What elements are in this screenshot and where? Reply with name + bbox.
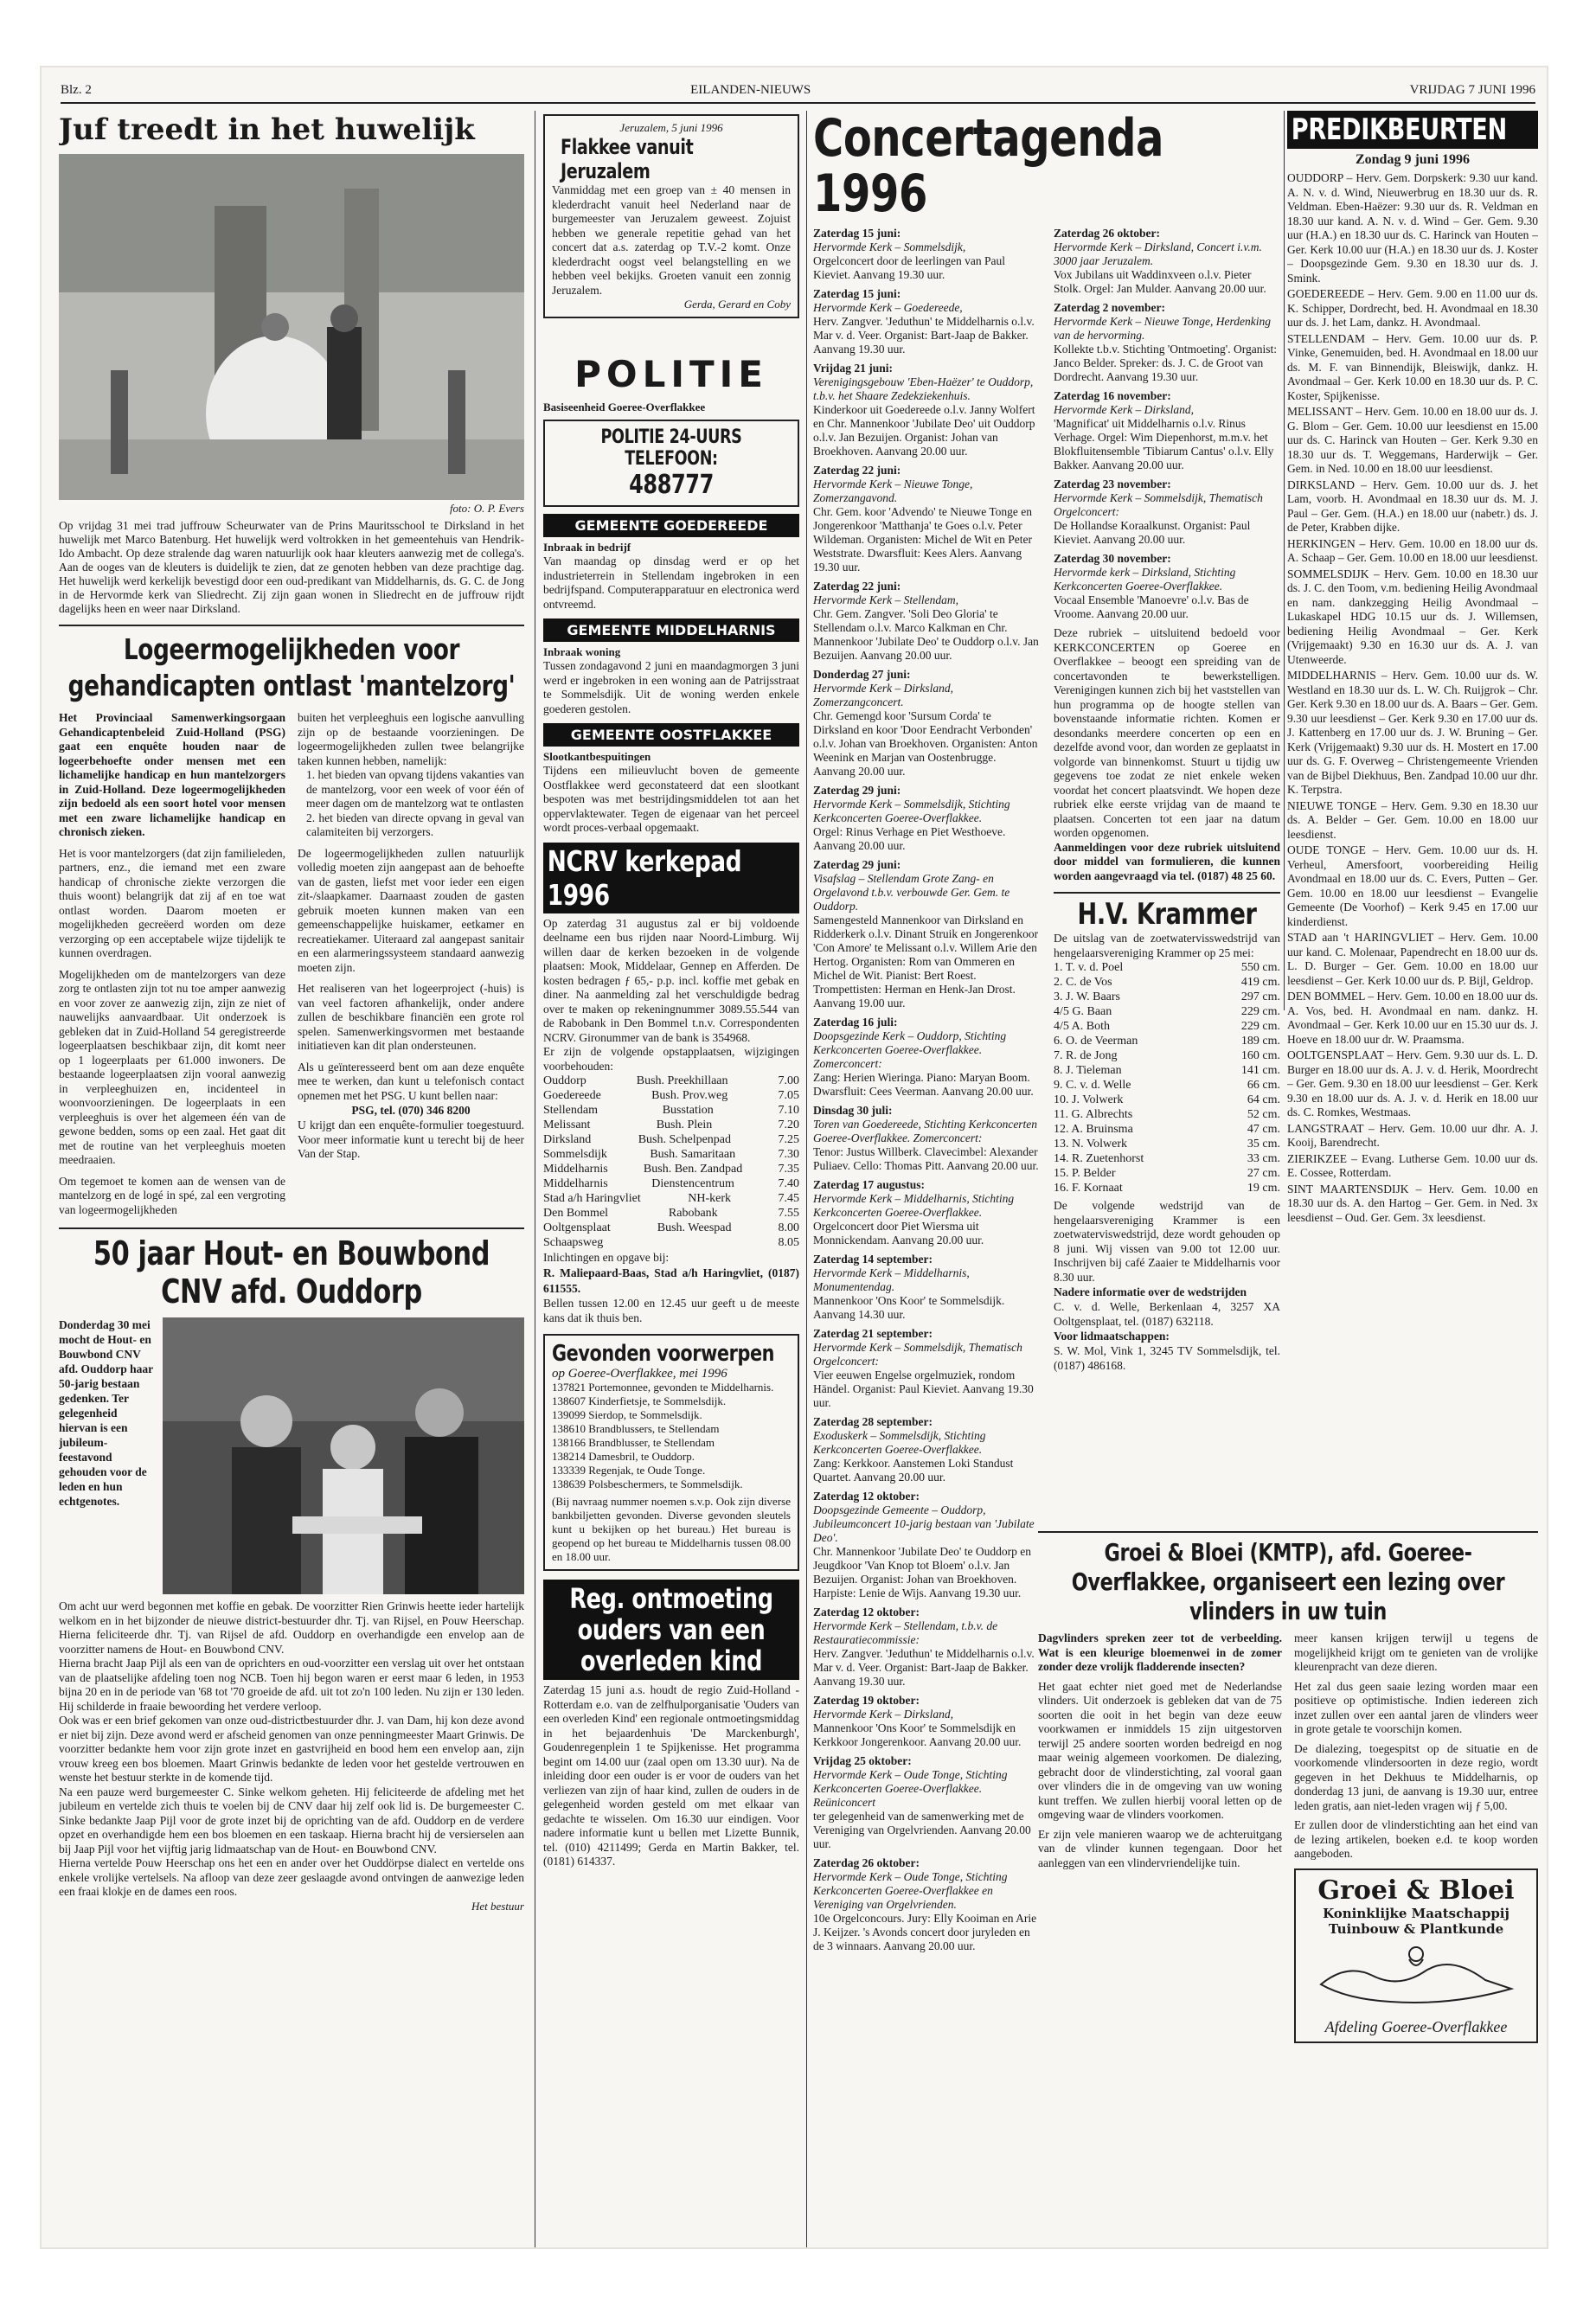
bouwbond-signature: Het bestuur: [471, 1899, 524, 1913]
result-name: 10. J. Volwerk: [1054, 1093, 1124, 1106]
agenda-item: [813, 287, 1040, 356]
result-row: [1054, 1019, 1280, 1034]
logeer-paragraph: Het is voor mantelzorgers (dat zijn familieleden, partners, enz., die iemand met een zware handicap of chronische ziekte verzorgen die thuis woont) belangrijk dat zij af en toe wat ontlast worden. Daarom moeten er mogelijkheden gecreëerd worden om deze verzorging op een acceptabele wijze tijdelijk te kunnen overdragen.: [59, 846, 285, 959]
agenda-date: Zaterdag 30 november:: [1054, 552, 1171, 565]
krammer-next: De volgende wedstrijd van de hengelaarsvereniging Krammer is een zoetwaterviswedstrijd, deze wordt gehouden op 8 juni. Wij vissen van 9.00 tot 12.00 uur. Inschrijven bij café Zaaier te Middelharnis voor 8.30 uur.: [1054, 1199, 1280, 1284]
agenda-date: Zaterdag 28 september:: [813, 1415, 933, 1428]
agenda-venue: Doopsgezinde Kerk – Ouddorp, Stichting Kerkconcerten Goeree-Overflakkee. Zomerconcert:: [813, 1029, 1007, 1070]
agenda-venue: Hervormde Kerk – Stellendam,: [813, 593, 958, 606]
agenda-venue: Toren van Goedereede, Stichting Kerkconcerten Goeree-Overflakkee. Zomerconcert:: [813, 1118, 1038, 1144]
kerkepad-stops: [543, 1074, 799, 1250]
agenda-item: [813, 1694, 1040, 1749]
result-length: 47 cm.: [1247, 1123, 1280, 1136]
gevonden-subtitle: op Goeree-Overflakkee, mei 1996: [552, 1367, 727, 1381]
column-1: [59, 111, 524, 2247]
vlinders-paragraph: Er zijn vele manieren waarop we de achteruitgang van de vlinder kunnen tegengaan. Door het aanleggen van een vlindervriendelijke tuin.: [1038, 1827, 1282, 1869]
result-name: 1. T. v. d. Poel: [1054, 961, 1124, 974]
result-length: 19 cm.: [1247, 1182, 1280, 1195]
jeruzalem-letter: [543, 114, 799, 318]
predikbeurt-entry: OOLTGENSPLAAT – Herv. Gem. 9.30 uur ds. L. D. Burger en 18.00 uur ds. A. J. v. d. Herik, Moordrecht – Ger. Gem. 9.30 en 18.00 uur leesdienst – Ger. Kerk 9.30 en 18.00 uur ds. A. J. v. d. Herik en 18.00 uur ds. C. Romkes, Westmaas.: [1287, 1048, 1538, 1118]
agenda-item: [1054, 301, 1280, 384]
agenda-details: Herv. Zangver. 'Jeduthun' te Middelharnis o.l.v. Mar v. d. Veer. Organist: Bart-Jaap de Bakker. Aanvang 19.30 uur.: [813, 1647, 1035, 1688]
gevonden-box: [543, 1334, 799, 1571]
agenda-venue: Hervormde Kerk – Dirksland, Zomerzangconcert.: [813, 682, 953, 708]
result-row: [1054, 1093, 1280, 1107]
stop-row: Ooltgensplaat Bush. Weespad 8.00: [543, 1221, 799, 1234]
kerkepad-contact: R. Maliepaard-Baas, Stad a/h Haringvliet, (0187) 611555.: [543, 1266, 799, 1295]
agenda-details: Tenor: Justus Willberk. Clavecimbel: Alexander Puliaev. Cello: Thomas Pitt. Aanvang 20.00 uur.: [813, 1145, 1039, 1172]
agenda-details: ter gelegenheid van de samenwerking met de Vereniging van Orgelvrienden. Aanvang 20.00 uur.: [813, 1810, 1031, 1850]
agenda-date: Zaterdag 29 juni:: [813, 858, 901, 871]
politie-section: [543, 353, 799, 836]
agenda-item: [813, 1754, 1040, 1851]
agenda-venue: Hervormde kerk – Dirksland, Stichting Kerkconcerten Goeree-Overflakkee.: [1054, 566, 1236, 593]
agenda-apply: Aanmeldingen voor deze rubriek uitsluitend door middel van formulieren, die kunnen worden aangevraagd via tel. (0187) 48 25 60.: [1054, 840, 1280, 882]
agenda-date: Zaterdag 17 augustus:: [813, 1178, 926, 1191]
vlinders-paragraph: meer kansen krijgen terwijl u tegens de mogelijkheid krijgt om te genieten van de vrolijke kleurenpracht van deze dieren.: [1294, 1631, 1538, 1673]
agenda-details: Zang: Herien Wieringa. Piano: Maryan Boom. Dwarsfluit: Cees Veerman. Aanvang 20.00 uur.: [813, 1071, 1034, 1098]
logeer-paragraph: Als u geïnteresseerd bent om aan deze enquête mee te werken, dan kunt u telefonisch contact opnemen met het PSG. U kunt bellen naar:: [298, 1060, 524, 1102]
agenda-item: [813, 858, 1040, 1010]
agenda-venue: Hervormde Kerk – Sommelsdijk, Thematisch Orgelconcert:: [1054, 491, 1263, 518]
result-length: 35 cm.: [1247, 1138, 1280, 1150]
bouwbond-headline: 50 jaar Hout- en Bouwbond CNV afd. Ouddorp: [93, 1234, 490, 1311]
agenda-item: [1054, 552, 1280, 621]
agenda-details: De Hollandse Koraalkunst. Organist: Paul Kieviet. Aanvang 20.00 uur.: [1054, 519, 1251, 546]
stop-row: Stad a/h Haringvliet NH-kerk 7.45: [543, 1192, 799, 1205]
result-row: [1054, 960, 1280, 975]
predikbeurt-entry: STELLENDAM – Herv. Gem. 10.00 uur ds. P. Vinke, Genemuiden, bed. H. Avondmaal en 18.00 uur ds. M. F. van Binnendijk, Bleiswijk, dankz. H. Avondmaal – Ger. Kerk 10.00 en 18.30 uur ds. P. C. Koster, Spijkenisse.: [1287, 331, 1538, 402]
page-number: Blz. 2: [61, 83, 92, 97]
agenda-details: Vox Jubilans uit Waddinxveen o.l.v. Pieter Stolk. Orgel: Jan Mulder. Aanvang 20.00 uur.: [1054, 268, 1266, 295]
agenda-item: [813, 784, 1040, 853]
politie-item-text: Tussen zondagavond 2 juni en maandagmorgen 3 juni werd er ingebroken in een woning aan de Patrijsstraat te Sommelsdijk. Uit de woning werden enkele goederen gestolen.: [543, 659, 799, 715]
gevonden-text: (Bij navraag nummer noemen s.v.p. Ook zijn diverse bankbiljetten gevonden. Diverse gevonden sleutels kunt u bekijken op het bureau.) Het bureau is geopend op het bureau te Middelharnis tussen 08.00 en 18.00 uur.: [552, 1495, 791, 1563]
predikbeurt-entry: DIRKSLAND – Herv. Gem. 10.00 uur ds. J. het Lam, voorb. H. Avondmaal en 18.30 uur ds. M. J. Paul – Ger. Gem. (H.A.) en 18.00 uur (nabetr.) ds. J. de Peter, Krabben dijke.: [1287, 478, 1538, 534]
vlinders-col-a: [1038, 1631, 1282, 2043]
result-row: [1054, 1122, 1280, 1137]
bar-goedereede: GEMEENTE GOEDEREEDE: [543, 514, 799, 537]
column-4: [1287, 111, 1538, 1521]
letter-dateline: Jeruzalem, 5 juni 1996: [619, 121, 723, 134]
bouwbond-photo: [163, 1317, 524, 1594]
result-length: 27 cm.: [1247, 1167, 1280, 1180]
reg-headline: Reg. ontmoeting ouders van een overleden kind: [543, 1580, 799, 1680]
kerkepad-headline: NCRV kerkepad 1996: [543, 843, 799, 913]
agenda-item: [813, 362, 1040, 458]
agenda-venue: Hervormde Kerk – Nieuwe Tonge, Zomerzangavond.: [813, 478, 973, 504]
letter-headline: Flakkee vanuit Jeruzalem: [561, 135, 694, 183]
result-row: [1054, 1048, 1280, 1063]
agenda-date: Zaterdag 19 oktober:: [813, 1694, 920, 1707]
result-name: 6. O. de Veerman: [1054, 1035, 1138, 1048]
logeer-col-a: [59, 711, 285, 1217]
predikbeurt-entry: MIDDELHARNIS – Herv. Gem. 10.00 uur ds. W. Westland en 18.30 uur ds. L. W. Ch. Ruijgrok – Chr. Ger. Kerk 9.30 en 18.00 uur ds. A. Baars – Ger. Gem. 9.30 uur leesdienst – Ger. Kerk 9.30 en 17.00 uur ds. J. Kattenberg en 17.00 uur ds. J. W. Bruning – Ger. Kerk (Vrijgemaakt) 9.30 uur ds. H. Mostert en 17.00 uur ds. G. F. Overweg – Christengemeente Vrienden van de Bijbel Diekhuus, Ben. Zandpad 10.00 uur dhr. K. Terpstra.: [1287, 669, 1538, 796]
gevonden-item: 138639 Polsbeschermers, te Sommelsdijk.: [552, 1477, 743, 1490]
agenda-item: [813, 1178, 1040, 1247]
agenda-date: Zaterdag 16 november:: [1054, 389, 1171, 402]
stop-row: Ouddorp Bush. Preekhillaan 7.00: [543, 1074, 799, 1087]
vlinders-headline: Groei & Bloei (KMTP), afd. Goeree-Overflakkee, organiseert een lezing over vlinders in uw tuin: [1071, 1538, 1505, 1625]
logeer-paragraph: Om tegemoet te komen aan de wensen van de mantelzorg en de logé in spé, zal een vergroting van logeermogelijkheden: [59, 1174, 285, 1216]
issue-date: VRIJDAG 7 JUNI 1996: [1409, 83, 1535, 97]
predikbeurt-entry: SINT MAARTENSDIJK – Herv. Gem. 10.00 en 18.30 uur ds. A. den Hartog – Ger. Gem. in Ned. 3x leesdienst – Oud. Ger. Gem. 3x leesdienst.: [1287, 1182, 1538, 1224]
agenda-details: Herv. Zangver. 'Jeduthun' te Middelharnis o.l.v. Mar v. d. Veer. Organist: Bart-Jaap de Bakker. Aanvang 19.30 uur.: [813, 315, 1035, 356]
predikbeurten-list: [1287, 171, 1538, 1225]
agenda-date: Zaterdag 15 juni:: [813, 227, 901, 240]
result-length: 229 cm.: [1240, 1005, 1280, 1018]
predikbeurt-entry: STAD aan 't HARINGVLIET – Herv. Gem. 10.00 uur kand. C. Molenaar, Papendrecht en 18.00 uur ds. L. D. Burger – Ger. Gem. 10.00 en 18.00 uur leesdienst – Ger. Kerk 10.00 uur ds. P. Bijl, Geldrop.: [1287, 931, 1538, 987]
kerkepad-text: Op zaterdag 31 augustus zal er bij voldoende deelname een bus rijden naar Noord-Limburg. Wij willen daar de kerken bezoeken in de volgende plaatsen: Mook, Middelaar, Gennep en Afferden. De kosten bedragen ƒ 65,- p.p. incl. koffie met gebak en diner. Na aanmelding zal het verschuldigde bedrag over te maken op rekeningnummer 3089.55.544 van de Rabobank in Den Bommel t.n.v. Correspondenten NCRV. Gironummer van de bank is 354968.: [543, 916, 799, 1044]
agenda-venue: Hervormde Kerk – Stellendam, t.b.v. de Restauratiecommissie:: [813, 1619, 998, 1646]
logeer-list-item: 2. het bieden van directe opvang in geval van calamiteiten bij verzorgers.: [306, 811, 524, 838]
result-row: [1054, 990, 1280, 1004]
agenda-item: [813, 1327, 1040, 1410]
agenda-details: 10e Orgelconcours. Jury: Elly Kooiman en Arie J. Keijzer. 's Avonds concert door juryleden en de 3 winnaars. Aanvang 20.00 uur.: [813, 1912, 1037, 1952]
vlinders-paragraph: Het gaat echter niet goed met de Nederlandse vlinders. Uit onderzoek is gebleken dat van de 75 soorten die ooit in het begin van deze eeuw voorkwamen er inmiddels 15 zijn uitgestorven terwijl 25 andere soorten worden bedreigd en nog maar weinig algemeen voorkomen. De dialezing, gebracht door de vlinderstichting, zal vooral gaan over vlinders die in de omgeving van uw woning kunt treffen. We zullen hierbij vooral letten op de omgeving waar de vlinders voorkomen.: [1038, 1679, 1282, 1821]
agenda-date: Zaterdag 26 oktober:: [1054, 227, 1160, 240]
bouwbond-lead-col: [59, 1317, 154, 1594]
agenda-venue: Hervormde Kerk – Middelharnis, Stichting Kerkconcerten Goeree-Overflakkee.: [813, 1192, 1015, 1219]
agenda-details: Chr. Mannenkoor 'Jubilate Deo' te Ouddorp en Jeugdkoor 'Van Knop tot Bloem' o.l.v. Jan Bezuijen. Organist: Johan van Broekhoven. Harpiste: Lenie de Wijs. Aanvang 19.30 uur.: [813, 1545, 1031, 1599]
stop-row: Goedereede Bush. Prov.weg 7.05: [543, 1089, 799, 1102]
bouwbond-article: [59, 1227, 524, 1913]
groei-bloei-logo: [1294, 1868, 1538, 2043]
agenda-venue: Hervormde Kerk – Goedereede,: [813, 301, 963, 314]
agenda-details: Vocaal Ensemble 'Manoevre' o.l.v. Bas de Vroome. Aanvang 20.00 uur.: [1054, 593, 1249, 620]
stop-row: Stellendam Busstation 7.10: [543, 1104, 799, 1117]
politie-item-text: Van maandag op dinsdag werd er op het industrieterrein in Stellendam ingebroken in een bedrijfspand. Computerapparatuur en electronica werd ontvreemd.: [543, 554, 799, 611]
agenda-date: Zaterdag 23 november:: [1054, 478, 1171, 490]
agenda-date: Zaterdag 12 oktober:: [813, 1606, 920, 1618]
flower-map-icon: [1312, 1937, 1520, 2015]
agenda-item: [813, 227, 1040, 282]
agenda-details: Kollekte t.b.v. Stichting 'Ontmoeting'. Organist: Janco Belder. Spreker: ds. J. C. de Groot van Dordrecht. Aanvang 19.30 uur.: [1054, 343, 1277, 383]
column-2: [543, 111, 799, 2247]
agenda-item: [813, 1415, 1040, 1484]
agenda-item: [1054, 478, 1280, 547]
agenda-item: [813, 464, 1040, 574]
kerkepad-stops-intro: Er zijn de volgende opstapplaatsen, wijzigingen voorbehouden:: [543, 1045, 799, 1073]
result-length: 229 cm.: [1240, 1020, 1280, 1033]
agenda-note: Deze rubriek – uitsluitend bedoeld voor KERKCONCERTEN op Goeree en Overflakkee – beoogt een spreiding van de concertavonden te bewerkstelligen. Verenigingen kunnen zich bij het vaststellen van hun programma op de hoogte stellen van bovenstaande informatie richten. Komen er desondanks meerdere concerten op een en dezelfde avond voor, dan worden ze geplaatst in volgorde van binnenkomst. Stuurt u tijdig uw gegevens toe zodat ze niet enkele weken voordat het concert plaatsvindt. We hopen deze rubriek elke eerste vrijdag van de maand te plaatsen. Concerten tot een jaar na datum worden opgenomen.: [1054, 626, 1280, 839]
vlinders-paragraph: Het zal dus geen saaie lezing worden maar een positieve op optimistische. Indien iedereen zich inzet zullen over een aantal jaren de vlinders weer in grote getale te voorschijn komen.: [1294, 1679, 1538, 1735]
predikbeurt-entry: SOMMELSDIJK – Herv. Gem. 10.00 en 18.30 uur ds. J. C. den Toom, v.m. bediening Heilig Avondmaal en nam. dankzegging Heilig Avondmaal – Lukaskapel HDG 10.15 uur ds. J. Willemsen, bediening Heilig Avondmaal – Ger. Kerk (Vrijgemaakt) 9.30 en 16.30 uur ds. A. J. van Utenweerde.: [1287, 567, 1538, 666]
result-name: 16. F. Kornaat: [1054, 1182, 1123, 1195]
bouwbond-photo-illustration: [163, 1317, 524, 1594]
predikbeurt-entry: LANGSTRAAT – Herv. Gem. 10.00 uur dhr. A. J. Kooij, Barendrecht.: [1287, 1121, 1538, 1149]
stop-row: Middelharnis Bush. Ben. Zandpad 7.35: [543, 1163, 799, 1176]
agenda-item: [813, 1856, 1040, 1953]
logeer-headline: Logeermogelijkheden voor gehandicapten ontlast 'mantelzorg': [67, 632, 516, 702]
agenda-details: Chr. Gem. koor 'Advendo' te Nieuwe Tonge en Jongerenkoor 'Matthanja' te Goes o.l.v. Peter Wildeman. Organisten: Michel de Wit en Peter Weststrate. Dwarsfluit: Kees Alers. Aanvang 19.30 uur.: [813, 505, 1032, 574]
stop-row: Schaapsweg 8.05: [543, 1236, 799, 1249]
logeer-col-b: [298, 711, 524, 1217]
agenda-venue: Doopsgezinde Gemeente – Ouddorp, Jubileumconcert 10-jarig bestaan van 'Jubilate Deo'.: [813, 1503, 1035, 1544]
agenda-date: Dinsdag 30 juli:: [813, 1104, 893, 1117]
predikbeurt-entry: OUDDORP – Herv. Gem. Dorpskerk: 9.30 uur kand. A. N. v. d. Wind, Nieuwerbrug en 18.30 uur ds. R. Veldman. Eben-Haëzer: 9.30 uur ds. R. Veldman en 18.30 uur kand. A. N. v. d. Wind – Ger. Gem. 9.30 uur (H.A.) en 18.30 uur ds. C. Harinck van Houten – Ger. Kerk 10.00 uur (H.A.) en 18.30 uur ds. J. Koster – Doopsgezinde Gem. 9.30 en 18.30 uur ds. J. Smink.: [1287, 171, 1538, 285]
result-name: 4/5 G. Baan: [1054, 1005, 1112, 1018]
gevonden-item: 138214 Damesbril, te Ouddorp.: [552, 1450, 695, 1463]
agenda-date: Donderdag 27 juni:: [813, 668, 911, 681]
result-length: 550 cm.: [1240, 961, 1280, 974]
politie-logo: POLITIE: [574, 353, 768, 395]
agenda-details: Zang: Kerkkoor. Aanstemen Loki Standust Quartet. Aanvang 20.00 uur.: [813, 1457, 1014, 1484]
agenda-details: Mannenkoor 'Ons Koor' te Sommelsdijk. Aanvang 14.30 uur.: [813, 1294, 1005, 1321]
agenda-details: Chr. Gem. Zangver. 'Soli Deo Gloria' te Stellendam o.l.v. Marco Kalkman en Chr. Mannenkoor 'Jubilate Deo' te Ouddorp o.l.v. Jan Bezuijen. Aanvang 20.00 uur.: [813, 607, 1039, 662]
bouwbond-paragraph: Ook was er een brief gekomen van onze oud-districtbestuurder dhr. J. van Dam, hij kon deze avond er niet bij zijn. Deze avond werd er afscheid genomen van onze penningmeester Maart Grinwis. De voorzitter bedankte hem voor zijn grote inzet en gastvrijheid en bood hem een envelop aan, zijn vrouw kreeg een bos bloemen. Maart Grinwis bedankte de leden voor het gestelde vertrouwen en wenste het bestuur sterkte in de komende tijd.: [59, 1714, 524, 1784]
result-length: 33 cm.: [1247, 1152, 1280, 1165]
result-name: 2. C. de Vos: [1054, 976, 1112, 989]
agenda-venue: Hervormde Kerk – Middelharnis, Monumentendag.: [813, 1266, 970, 1293]
krammer-results: [1054, 960, 1280, 1195]
result-name: 11. G. Albrechts: [1054, 1108, 1133, 1121]
krammer-intro: De uitslag van de zoetwatervisswedstrijd van hengelaarsvereniging Krammer op 25 mei:: [1054, 932, 1280, 959]
result-name: 7. R. de Jong: [1054, 1049, 1118, 1062]
agenda-headline: Concertagenda 1996: [813, 111, 1164, 224]
bar-middelharnis: GEMEENTE MIDDELHARNIS: [543, 619, 799, 642]
kerkepad-info: Inlichtingen en opgave bij:: [543, 1251, 670, 1264]
agenda-venue: Visafslag – Stellendam Grote Zang- en Orgelavond t.b.v. verbouwde Ger. Gem. te Ouddorp.: [813, 872, 1010, 913]
vlinders-col-b: [1294, 1631, 1538, 2043]
agenda-venue: Exoduskerk – Sommelsdijk, Stichting Kerkconcerten Goeree-Overflakkee.: [813, 1429, 986, 1456]
krammer-info-heading: Nadere informatie over de wedstrijden: [1054, 1285, 1247, 1298]
agenda-item: [813, 1606, 1040, 1689]
agenda-details: Samengesteld Mannenkoor van Dirksland en Ridderkerk o.l.v. Dinant Struik en Jongerenkoor 'Con Amore' te Melissant o.l.v. Willem Arie den Hertog. Organisten: Rom van Ommeren en Michel de Wit. Pianist: Bert Roest. Trompettisten: Herman en Henk-Jan Drost. Aanvang 19.00 uur.: [813, 913, 1039, 1009]
result-name: 14. R. Zuetenhorst: [1054, 1152, 1144, 1165]
wedding-photo-credit: foto: O. P. Evers: [449, 502, 524, 515]
logeer-paragraph: Het realiseren van het logeerproject (-huis) is van veel factoren afhankelijk, onder andere zullen de beschikbare financiën een grote rol spelen. Samenwerkingsvormen met bestaande initiatieven kan dit plan ondersteunen.: [298, 982, 524, 1052]
result-row: [1054, 1151, 1280, 1166]
result-length: 297 cm.: [1240, 990, 1280, 1003]
bouwbond-paragraph: Hierna vertelde Pouw Heerschap ons het een en ander over het Ouddörpse dialect en vertelde ons enkele vrolijke vertelsels. Na afloop van deze zeer geslaagde avond ontvingen de aanwezige leden een fraai klokje en de dames een roos.: [59, 1856, 524, 1898]
predikbeurt-entry: GOEDEREEDE – Herv. Gem. 9.00 en 11.00 uur ds. K. Schipper, Dordrecht, bed. H. Avondmaal en 18.30 uur ds. J. het Lam, dankz. H. Avondmaal.: [1287, 287, 1538, 329]
bouwbond-paragraph: Om acht uur werd begonnen met koffie en gebak. De voorzitter Rien Grinwis heette ieder hartelijk welkom en in het bijzonder de nieuwe district-bestuurder dhr. Tj. van Rijsel, en Pouw Heerschap. Hierna feliciteerde dhr. Tj. van Rijsel de afd. Ouddorp en overhandigde een envelop aan de voorzitter namens de Hout- en Bouwbond CNV.: [59, 1599, 524, 1656]
agenda-venue: Hervormde Kerk – Sommelsdijk, Thematisch Orgelconcert:: [813, 1341, 1022, 1368]
politie-subtitle: Basiseenheid Goeree-Overflakkee: [543, 401, 706, 413]
result-row: [1054, 1166, 1280, 1181]
gevonden-item: 138610 Brandblussers, te Stellendam: [552, 1422, 720, 1435]
predikbeurt-entry: MELISSANT – Herv. Gem. 10.00 en 18.00 uur ds. J. G. Blom – Ger. Gem. 10.00 uur leesdienst en 15.00 uur ds. C. Harinck van Houten – Ger. Kerk 9.30 en 18.30 uur ds. T. Weggemans, Harderwijk – Ger. Gem. in Ned. 10.00 en 18.00 uur leesdienst.: [1287, 405, 1538, 475]
agenda-date: Zaterdag 16 juli:: [813, 1016, 898, 1029]
wedding-photo-illustration: [59, 154, 524, 500]
result-length: 141 cm.: [1240, 1064, 1280, 1077]
agenda-item: [813, 668, 1040, 779]
agenda-item: [813, 1253, 1040, 1322]
result-row: [1054, 1078, 1280, 1093]
agenda-date: Zaterdag 12 oktober:: [813, 1490, 920, 1503]
gevonden-item: 137821 Portemonnee, gevonden te Middelharnis.: [552, 1381, 774, 1394]
agenda-date: Zaterdag 21 september:: [813, 1327, 933, 1340]
predikbeurt-entry: ZIERIKZEE – Evang. Lutherse Gem. 10.00 uur ds. E. Cossee, Rotterdam.: [1287, 1151, 1538, 1179]
agenda-venue: Hervormde Kerk – Sommelsdijk, Stichting Kerkconcerten Goeree-Overflakkee.: [813, 798, 1010, 824]
krammer-member-text: S. W. Mol, Vink 1, 3245 TV Sommelsdijk, tel. (0187) 486168.: [1054, 1344, 1280, 1372]
agenda-venue: Hervormde Kerk – Dirksland, Concert i.v.m. 3000 jaar Jeruzalem.: [1054, 240, 1262, 267]
agenda-venue: Verenigingsgebouw 'Eben-Haëzer' te Ouddorp, t.b.v. het Shaare Zedekziekenhuis.: [813, 375, 1034, 402]
vlinders-article: [1038, 1531, 1538, 2214]
logeer-article: [59, 625, 524, 1217]
agenda-date: Zaterdag 22 juni:: [813, 580, 901, 593]
logo-title: Groei & Bloei: [1317, 1875, 1515, 1906]
agenda-venue: Hervormde Kerk – Dirksland,: [1054, 403, 1194, 416]
bar-oostflakkee: GEMEENTE OOSTFLAKKEE: [543, 723, 799, 747]
agenda-date: Vrijdag 21 juni:: [813, 362, 894, 375]
agenda-details: 'Magnificat' uit Middelharnis o.l.v. Rinus Verhage. Orgel: Wim Diepenhorst, m.m.v. het Blokfluitensemble 'Tibiarum Cantus' o.l.v. Elly Bakker. Aanvang 20.00 uur.: [1054, 417, 1274, 471]
bouwbond-lead: Donderdag 30 mei mocht de Hout- en Bouwbond CNV afd. Ouddorp haar 50-jarig bestaan gedenken. Ter gelegenheid hiervan is een jubileum-feestavond gehouden voor de leden en hun echtgenotes.: [59, 1318, 153, 1508]
result-name: 12. A. Bruinsma: [1054, 1123, 1133, 1136]
result-name: 4/5 A. Both: [1054, 1020, 1110, 1033]
agenda-details: Orgelconcert door de leerlingen van Paul Kieviet. Aanvang 19.30 uur.: [813, 254, 1006, 281]
krammer-article: [1054, 892, 1280, 1373]
logo-afdeling: Afdeling Goeree-Overflakkee: [1324, 2017, 1508, 2035]
politie-item-heading: Inbraak in bedrijf: [543, 541, 631, 554]
agenda-venue: Hervormde Kerk – Oude Tonge, Stichting Kerkconcerten Goeree-Overflakkee. Reüniconcert: [813, 1768, 1008, 1809]
politie-phone-box: [543, 420, 799, 507]
krammer-info-text: C. v. d. Welle, Berkenlaan 4, 3257 XA Ooltgensplaat, tel. (0187) 632118.: [1054, 1300, 1280, 1328]
politie-phone-label: POLITIE 24-UURS TELEFOON:: [600, 426, 742, 470]
wedding-caption: Op vrijdag 31 mei trad juffrouw Scheurwater van de Prins Mauritsschool te Dirksland in het huwelijk met Marco Batenburg. Het huwelijk werd voltrokken in het gemeentehuis van Hendrik-Ido Ambacht. Op deze stralende dag waren natuurlijk ook haar kleuters aanwezig met de collega's. Aan de ooges van de kleuters is duidelijk te zien, dat ze genoten hebben van deze prachtige dag. Het huwelijk werd kerkelijk bevestigd door een oud-predikant van Middelharnis, ds. G. C. de Jong in de Hervormde kerk van Sliedrecht. Zij zijn gaan wonen in Sliedrecht en de juffrouw rijdt dagelijks heen en weer naar Dirksland.: [59, 519, 524, 615]
gevonden-item: 138607 Kinderfietsje, te Sommelsdijk.: [552, 1394, 727, 1407]
predikbeurt-entry: HERKINGEN – Herv. Gem. 10.00 en 18.00 uur ds. A. Schaap – Ger. Gem. 10.00 en 18.00 uur leesdienst.: [1287, 536, 1538, 564]
agenda-date: Zaterdag 29 juni:: [813, 784, 901, 797]
politie-item-text: Tijdens een milieuvlucht boven de gemeente Oostflakkee werd geconstateerd dat een slootkant bespoten was met bestrijdingsmiddelen tot aan het oppervlaktewater. Tegen de eigenaar van het perceel wordt proces-verbaal opgemaakt.: [543, 764, 799, 834]
predikbeurt-entry: NIEUWE TONGE – Herv. Gem. 9.30 en 18.30 uur ds. A. Belder – Ger. Gem. 10.00 en 18.00 uur leesdienst.: [1287, 798, 1538, 841]
letter-signature: Gerda, Gerard en Coby: [683, 298, 791, 311]
agenda-item: [813, 1016, 1040, 1099]
bouwbond-paragraph: Na een pauze werd burgemeester C. Sinke welkom geheten. Hij feliciteerde de afdeling met het jubileum en vertelde zich thuis te voelen bij de CNV daar hij zelf ook lid is. De burgemeester C. Sinke bedankte Jaap Pijl voor de grote inzet bij de oprichting van de afd. Ouddorp en de verdere opzet en overhandigde hem een bos bloemen en een taskaap. Hierna bracht hij de versierselen aan bij Jaap Pijl voor het vijftig jarig lidmaatschap van de Hout- en Bouwbond CNV.: [59, 1785, 524, 1856]
result-name: 9. C. v. d. Welle: [1054, 1079, 1131, 1092]
logeer-paragraph: U krijgt dan een enquête-formulier toegestuurd. Voor meer informatie kunt u terecht bij de heer Van der Stap.: [298, 1118, 524, 1160]
agenda-venue: Hervormde Kerk – Dirksland,: [813, 1708, 953, 1721]
agenda-left-col: [813, 227, 1040, 1958]
stop-row: Sommelsdijk Bush. Samaritaan 7.30: [543, 1148, 799, 1161]
predikbeurten-headline: PREDIKBEURTEN: [1287, 111, 1538, 149]
predikbeurten-date: Zondag 9 juni 1996: [1355, 152, 1471, 167]
result-length: 160 cm.: [1240, 1049, 1280, 1062]
agenda-date: Zaterdag 2 november:: [1054, 301, 1165, 314]
stop-row: Middelharnis Dienstencentrum 7.40: [543, 1177, 799, 1190]
agenda-date: Zaterdag 15 juni:: [813, 287, 901, 300]
agenda-details: Orgel: Rinus Verhage en Piet Westhoeve. Aanvang 20.00 uur.: [813, 825, 1006, 852]
reg-article: [543, 1580, 799, 1869]
logeer-paragraph: Mogelijkheden om de mantelzorgers van deze zorg te ontlasten zijn tot nu toe amper aanwezig en voor zover ze aanwezig zijn, zijn ze niet of nauwelijks aanvaardbaar. Uit onderzoek is gebleken dat in Zuid-Holland 54 geregistreerde logeerplaatsen beschikbaar zijn, dit komt neer op 1 logeerplaats per 61.000 inwoners. De bestaande logeerplaatsen zijn vooral aanwezig in verpleeghuizen en, incidenteel in woonvoorzieningen. De logeerplaats in een verpleeghuis is over het algemeen één van de gewone bedden, soms op een zaal. Het gaat dit met de routine van het verpleeghuis moeten meedraaien.: [59, 967, 285, 1166]
result-length: 52 cm.: [1247, 1108, 1280, 1121]
politie-item-heading: Slootkantbespuitingen: [543, 750, 651, 763]
agenda-item: [813, 1490, 1040, 1600]
result-length: 66 cm.: [1247, 1079, 1280, 1092]
result-length: 64 cm.: [1247, 1093, 1280, 1106]
kerkepad-tail: Bellen tussen 12.00 en 12.45 uur geeft u de meeste kans dat ik thuis ben.: [543, 1297, 799, 1324]
stop-row: Melissant Bush. Plein 7.20: [543, 1118, 799, 1131]
paper-name: EILANDEN-NIEUWS: [690, 83, 811, 97]
result-row: [1054, 975, 1280, 990]
gevonden-item: 139099 Sierdop, te Sommelsdijk.: [552, 1408, 702, 1421]
krammer-headline: H.V. Krammer: [1077, 897, 1257, 932]
logeer-paragraph: De logeermogelijkheden zullen natuurlijk volledig moeten zijn aangepast aan de behoefte van de gasten, liefst met voor ieder een eigen zit-/slaapkamer. Daarnaast zouden de gasten gebruik moeten kunnen maken van een gemeenschappelijke huiskamer, eetkamer en recreatiekamer. Uiteraard zal aangepast sanitair en een alarmeringssysteem standaard aanwezig moeten zijn.: [298, 846, 524, 974]
agenda-details: Orgelconcert door Piet Wiersma uit Monnickendam. Aanvang 20.00 uur.: [813, 1220, 984, 1247]
politie-phone-number: 488777: [629, 470, 714, 500]
column-rule: [1284, 111, 1285, 1010]
agenda-date: Zaterdag 22 juni:: [813, 464, 901, 477]
agenda-details: Kinderkoor uit Goedereede o.l.v. Janny Wolfert en Chr. Mannenkoor 'Jubilate Deo' uit Ouddorp o.l.v. Jan Bezuijen. Organist: Johan van Broekhoven. Aanvang 20.00 uur.: [813, 403, 1035, 458]
agenda-details: Chr. Gemengd koor 'Sursum Corda' te Dirksland en koor 'Door Eendracht Verbonden' o.l.v. Johan van Broekhoven. Organisten: Anton Weenink en Marjan van Oostenbrugge. Aanvang 20.00 uur.: [813, 709, 1038, 778]
result-length: 189 cm.: [1240, 1035, 1280, 1048]
wedding-headline: Juf treedt in het huwelijk: [59, 112, 475, 147]
agenda-venue: Hervormde Kerk – Sommelsdijk,: [813, 240, 966, 253]
reg-text: Zaterdag 15 juni a.s. houdt de regio Zuid-Holland - Rotterdam e.o. van de zelfhulporganisatie 'Ouders van een overleden Kind' een regionale ontmoetingsmiddag in het bejaardenhuis 'De Marckenburgh', Goudenregenplein 1 te Spijkenisse. Het programma begint om 14.00 uur (zaal open om 13.30 uur). Na de inleiding door een ouder is er voor de ouders van het verliezen van zijn of haar kind, zullen de ouders in de gelegenheid worden gesteld om met elkaar van gedachte te wisselen. Om 16.30 uur eindigen. Voor nadere informatie kunt u bellen met Lizette Bunnik, tel. (010) 4211499; Gerda en Martin Bakker, tel. (0181) 614337.: [543, 1683, 799, 1868]
vlinders-paragraph: Er zullen door de vlinderstichting aan het eind van de lezing artikelen, boeken e.d. te koop worden aangeboden.: [1294, 1818, 1538, 1860]
page-header: [61, 83, 1535, 104]
result-row: [1054, 1063, 1280, 1078]
result-name: 13. N. Volwerk: [1054, 1138, 1128, 1150]
agenda-item: [1054, 389, 1280, 472]
agenda-date: Vrijdag 25 oktober:: [813, 1754, 912, 1767]
agenda-item: [813, 580, 1040, 663]
stop-row: Dirksland Bush. Schelpenpad 7.25: [543, 1133, 799, 1146]
kerkepad-article: [543, 843, 799, 1326]
predikbeurt-entry: DEN BOMMEL – Herv. Gem. 10.00 en 18.00 uur ds. A. Vos, bed. H. Avondmaal en nam. dankz. H. Avondmaal – Ger. Kerk 10.00 uur en 15.30 uur ds. J. Hoeve en 18.00 uur dr. W. Praamsma.: [1287, 990, 1538, 1046]
column-rule: [806, 111, 807, 2247]
letter-text: Vanmiddag met een groep van ± 40 mensen in klederdracht vanuit heel Nederland naar de burgemeester van Jeruzalem geweest. Zojuist hebben we generale repetitie gehad van het concert dat a.s. zaterdag op T.V.-2 komt. Onze klederdracht oogst veel belangstelling en we hebben veel bekijks. Groeten vanuit een zonnig Jeruzalem.: [552, 183, 791, 297]
politie-item-heading: Inbraak woning: [543, 645, 621, 658]
gevonden-headline: Gevonden voorwerpen: [552, 1341, 775, 1367]
gevonden-item: 138166 Brandblusser, te Stellendam: [552, 1436, 715, 1449]
agenda-item: [1054, 227, 1280, 296]
agenda-date: Zaterdag 14 september:: [813, 1253, 933, 1266]
result-name: 8. J. Tieleman: [1054, 1064, 1122, 1077]
result-name: 3. J. W. Baars: [1054, 990, 1120, 1003]
result-row: [1054, 1004, 1280, 1019]
result-row: [1054, 1034, 1280, 1048]
psg-phone: PSG, tel. (070) 346 8200: [351, 1104, 471, 1117]
logeer-list-item: 1. het bieden van opvang tijdens vakanties van de mantelzorg, voor een week of voor één of meer dagen om de mantelzorg wat te ontlasten: [306, 768, 524, 810]
krammer-member-heading: Voor lidmaatschappen:: [1054, 1330, 1170, 1343]
logo-subtitle: Koninklijke Maatschappij Tuinbouw & Plantkunde: [1323, 1905, 1509, 1937]
vlinders-paragraph: De dialezing, toegespitst op de situatie en de voorkomende vlindersoorten in deze regio, wordt gegeven in het Dekhuus te Middelharnis, op donderdag 13 juni, de aanvang is 19.30 uur, entree leden gratis, aan niet-leden vragen wij ƒ 5,00.: [1294, 1741, 1538, 1812]
agenda-details: Mannenkoor 'Ons Koor' te Sommelsdijk en Kerkkoor Jongerenkoor. Aanvang 20.00 uur.: [813, 1721, 1022, 1748]
result-name: 15. P. Belder: [1054, 1167, 1116, 1180]
result-length: 419 cm.: [1240, 976, 1280, 989]
agenda-item: [813, 1104, 1040, 1173]
bouwbond-paragraph: Hierna bracht Jaap Pijl als een van de oprichters en oud-voorzitter een verslag uit over het ontstaan van de plaatselijke afdeling toen nog NCB. Toen hij begon waren er eerst maar 6 leden, in 1953 bijna 20 en in de periode van '68 tot '70 groeide de afd. uit tot zo'n 100 leden. Nu zijn er 130 leden. Hij schilderde in fraaie bewoording het verdere verloop.: [59, 1657, 524, 1713]
result-row: [1054, 1137, 1280, 1151]
agenda-details: Vier eeuwen Engelse orgelmuziek, rondom Händel. Organist: Paul Kieviet. Aanvang 19.30 uur.: [813, 1368, 1034, 1409]
agenda-venue: Hervormde Kerk – Nieuwe Tonge, Herdenking van de hervorming.: [1054, 315, 1271, 342]
logeer-paragraph: buiten het verpleeghuis een logische aanvulling zijn op de bestaande voorzieningen. De logeermogelijkheden zullen twee belangrijke taken kunnen hebben, namelijk:: [298, 711, 524, 767]
result-row: [1054, 1181, 1280, 1195]
vlinders-lead: Dagvlinders spreken zeer tot de verbeelding. Wat is een kleurige bloemenwei in de zomer zonder deze vrolijk fladderende insecten?: [1038, 1631, 1282, 1673]
stop-row: Den Bommel Rabobank 7.55: [543, 1207, 799, 1220]
agenda-date: Zaterdag 26 oktober:: [813, 1856, 920, 1869]
predikbeurt-entry: OUDE TONGE – Herv. Gem. 10.00 uur ds. H. Verheul, Amersfoort, voorbereiding Heilig Avondmaal en 18.00 uur ds. C. Evers, Putten – Ger. Gem. 10.00 en 18.00 uur leesdienst – Evangelie Gemeente (De Voorhof) – Kerk 9.45 en 17.00 uur kinderdienst.: [1287, 843, 1538, 928]
result-row: [1054, 1107, 1280, 1122]
gevonden-item: 133339 Regenjak, te Oude Tonge.: [552, 1464, 706, 1477]
wedding-photo: [59, 154, 524, 500]
agenda-venue: Hervormde Kerk – Oude Tonge, Stichting Kerkconcerten Goeree-Overflakkee en Vereniging van Orgelvrienden.: [813, 1870, 1008, 1911]
logeer-lead: Het Provinciaal Samenwerkingsorgaan Gehandicaptenbeleid Zuid-Holland (PSG) gaat een enquête houden naar de logeerbehoefte onder mensen met een lichamelijke handicap en hun mantelzorgers in Zuid-Holland. Deze logeermogelijkheden zijn bedoeld als een soort hotel voor mensen met een zware lichamelijke handicap en chronisch zieken.: [59, 711, 285, 838]
